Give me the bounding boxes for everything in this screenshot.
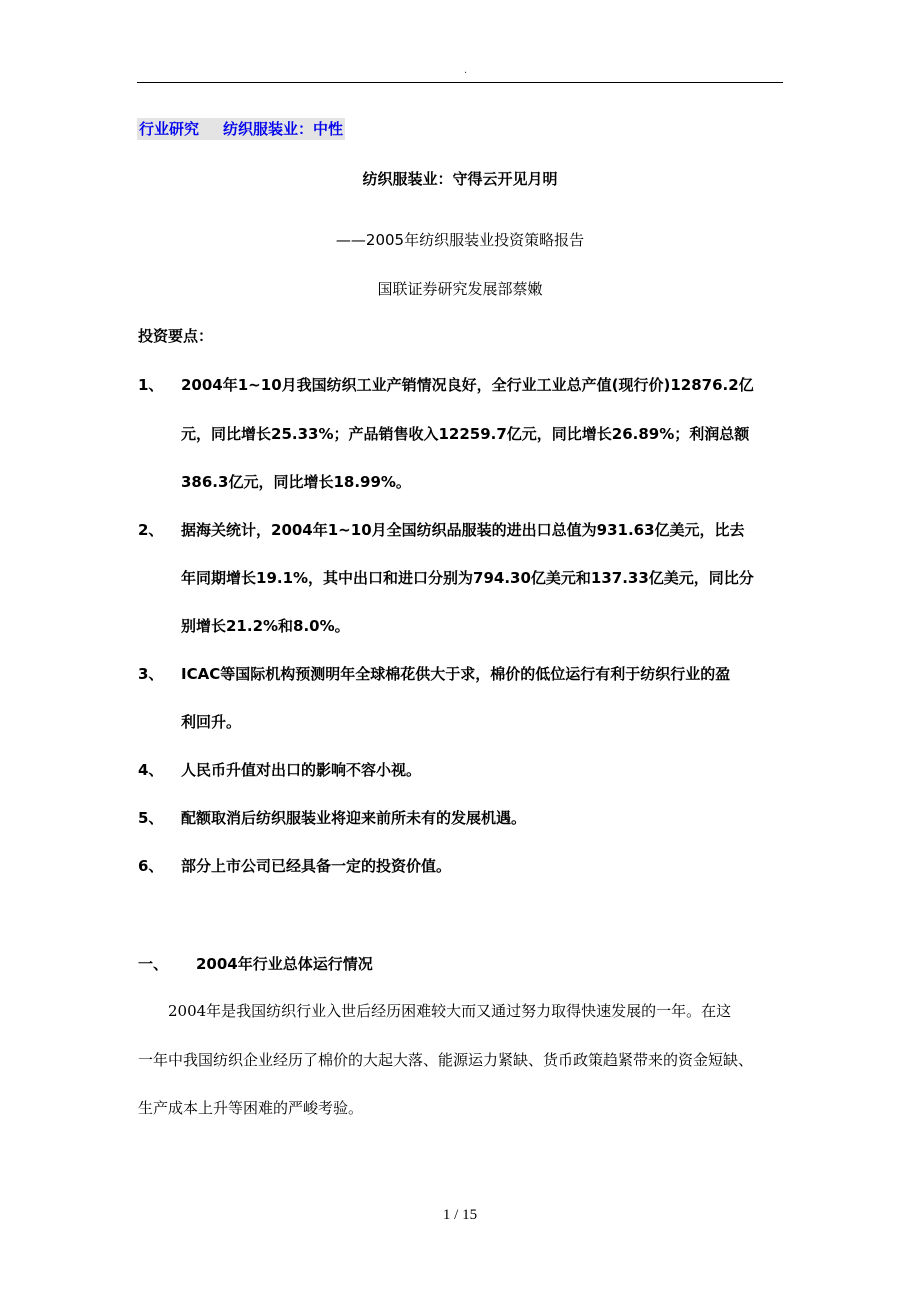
- key-point-4-number: 4、: [138, 761, 164, 779]
- section-1-paragraph-line-2: 一年中我国纺织企业经历了棉价的大起大落、能源运力紧缺、货币政策趋紧带来的资金短缺、: [138, 1051, 754, 1069]
- key-point-2-line-2: 年同期增长19.1%，其中出口和进口分别为794.30亿美元和137.33亿美元，同比分: [181, 569, 754, 587]
- key-point-2-number: 2、: [138, 521, 164, 539]
- key-point-3-line-1: ICAC等国际机构预测明年全球棉花供大于求，棉价的低位运行有利于纺织行业的盈: [181, 665, 731, 683]
- key-point-1-line-3: 386.3亿元，同比增长18.99%。: [181, 473, 411, 491]
- report-title: 纺织服装业：守得云开见月明: [362, 170, 558, 188]
- key-point-1-line-2: 元，同比增长25.33%；产品销售收入12259.7亿元，同比增长26.89%；利润总额: [181, 425, 750, 443]
- section-1-paragraph-line-3: 生产成本上升等困难的严峻考验。: [138, 1099, 364, 1117]
- category-right: 纺织服装业：中性: [223, 120, 344, 138]
- section-1-title: 2004年行业总体运行情况: [196, 955, 373, 973]
- key-point-4-line-1: 人民币升值对出口的影响不容小视。: [181, 761, 422, 779]
- section-1-number: 一、: [138, 955, 169, 973]
- key-points-heading: 投资要点：: [138, 327, 214, 345]
- key-point-6-number: 6、: [138, 857, 164, 875]
- key-point-2-line-3: 别增长21.2%和8.0%。: [181, 617, 350, 635]
- report-subtitle: ——2005年纺织服装业投资策略报告: [335, 231, 585, 249]
- page-number: 1 / 15: [442, 1207, 478, 1223]
- key-point-5-number: 5、: [138, 809, 164, 827]
- key-point-2-line-1: 据海关统计，2004年1~10月全国纺织品服装的进出口总值为931.63亿美元，比去: [181, 521, 745, 539]
- header-mark: .: [464, 65, 468, 76]
- category-label: [137, 118, 345, 140]
- report-author: 国联证券研究发展部蔡嫩: [377, 280, 543, 298]
- key-point-1-number: 1、: [138, 376, 164, 394]
- key-point-1-line-1: 2004年1~10月我国纺织工业产销情况良好，全行业工业总产值(现行价)12876.2亿: [181, 376, 754, 394]
- header-rule: [137, 82, 783, 83]
- key-point-3-line-2: 利回升。: [181, 713, 242, 731]
- category-left: 行业研究: [139, 120, 200, 138]
- key-point-6-line-1: 部分上市公司已经具备一定的投资价值。: [181, 857, 452, 875]
- section-1-paragraph-line-1: 2004年是我国纺织行业入世后经历困难较大而又通过努力取得快速发展的一年。在这: [138, 1002, 732, 1020]
- key-point-5-line-1: 配额取消后纺织服装业将迎来前所未有的发展机遇。: [181, 809, 527, 827]
- key-point-3-number: 3、: [138, 665, 164, 683]
